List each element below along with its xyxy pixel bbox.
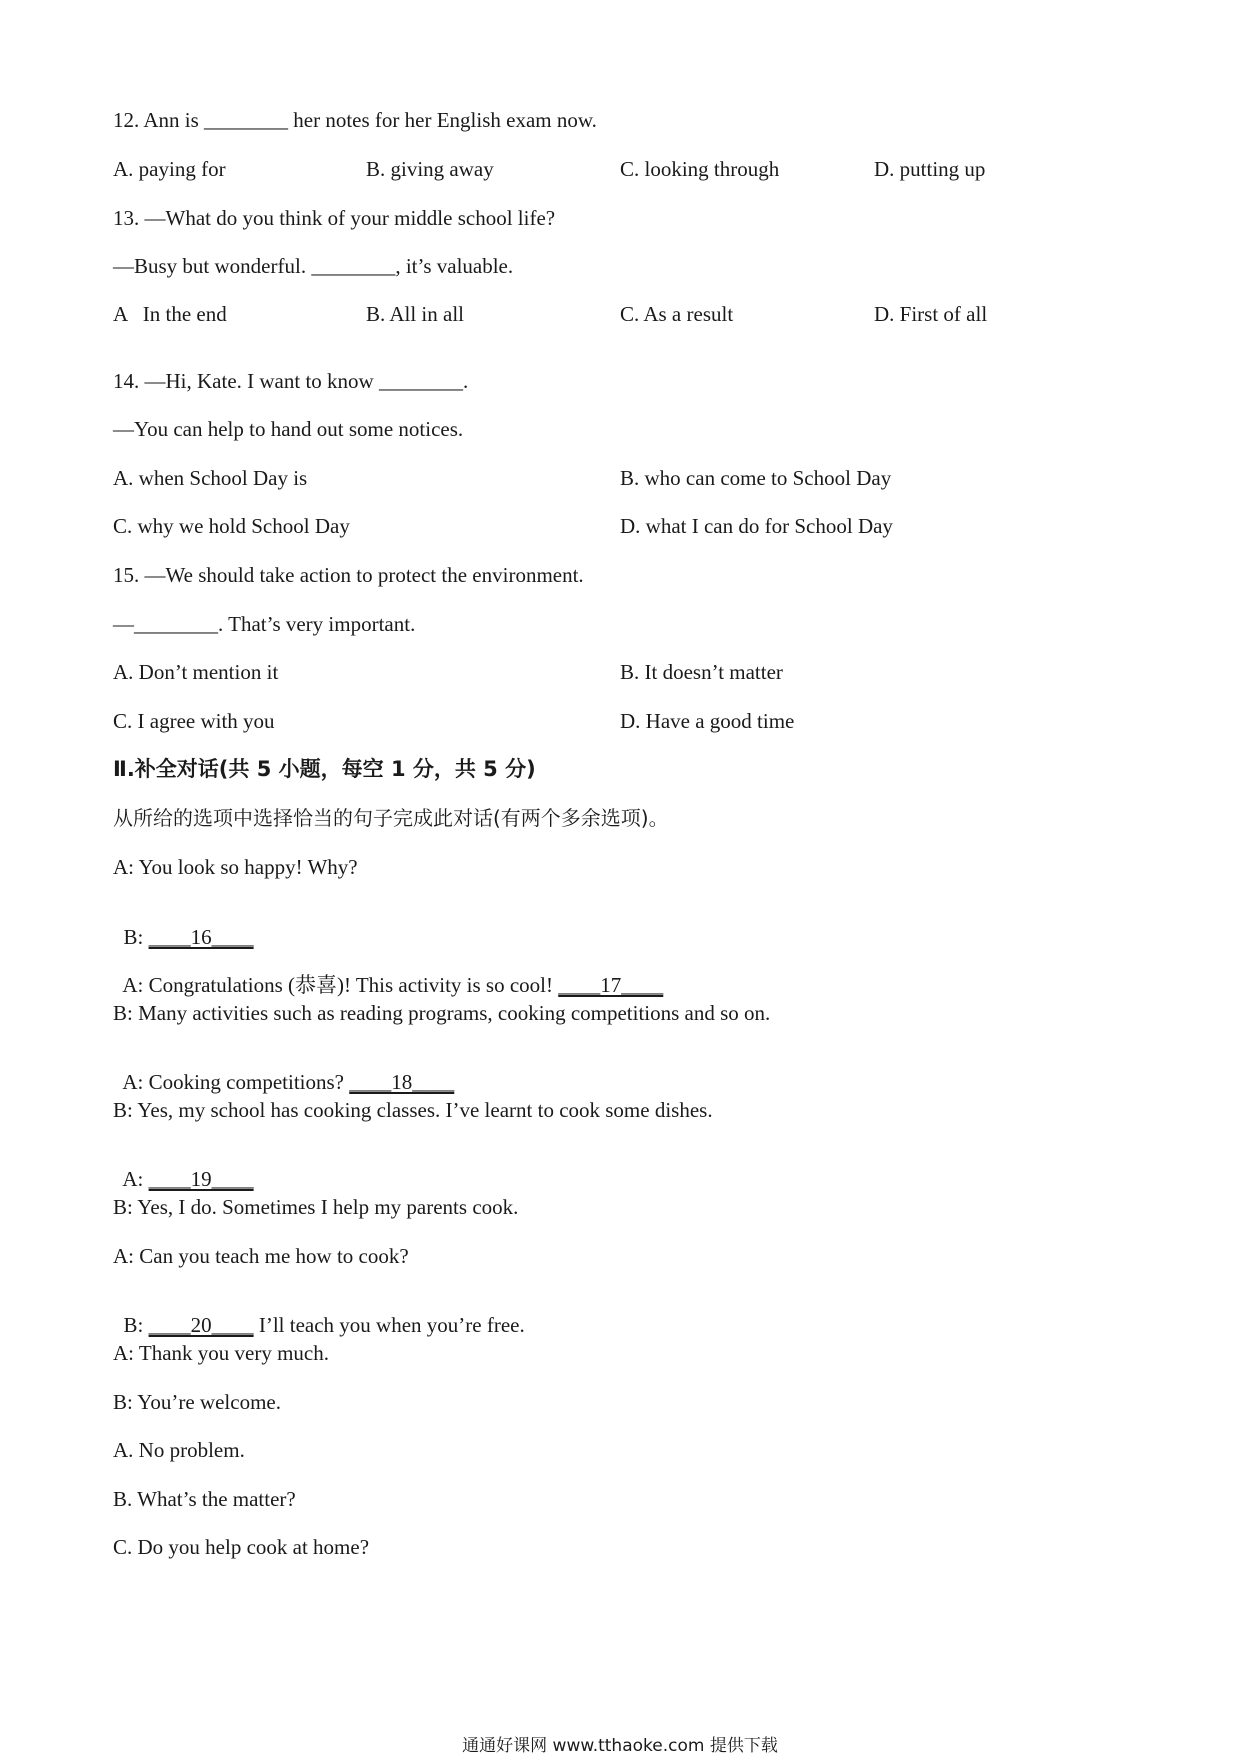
question-13-option-c: C. As a result (620, 302, 734, 326)
dialogue-line: B: You’re welcome. (113, 1390, 281, 1414)
section-heading: Ⅱ.补全对话(共 5 小题，每空 1 分，共 5 分) (113, 757, 536, 781)
dialogue-line: A: You look so happy! Why? (113, 855, 358, 879)
dialogue-line: A: Can you teach me how to cook? (113, 1244, 409, 1268)
dialogue-speaker: B: (123, 925, 149, 949)
dialogue-text: A: Congratulations (恭喜)! This activity is so cool! (122, 973, 559, 997)
dialogue-line (113, 1148, 254, 1190)
page-footer: 通通好课网 www.tthaoke.com 提供下载 (462, 1736, 778, 1756)
dialogue-line (113, 906, 254, 948)
dialogue-text: A: Cooking competitions? (122, 1070, 350, 1094)
choice-a: A. No problem. (113, 1438, 245, 1462)
question-14-option-a: A. when School Day is (113, 466, 308, 490)
choice-c: C. Do you help cook at home? (113, 1535, 370, 1559)
blank-17: ____17____ (558, 973, 664, 997)
question-14-option-c: C. why we hold School Day (113, 514, 350, 538)
dialogue-text: I’ll teach you when you’re free. (253, 1313, 525, 1337)
question-15-option-c: C. I agree with you (113, 709, 275, 733)
blank-19: ____19____ (148, 1167, 254, 1191)
dialogue-line: B: Yes, I do. Sometimes I help my parents cook. (113, 1195, 519, 1219)
question-12-option-a: A. paying for (113, 157, 226, 181)
question-13-stem: 13. —What do you think of your middle school life? (113, 206, 556, 230)
question-13-option-d: D. First of all (874, 302, 988, 326)
question-15-option-d: D. Have a good time (620, 709, 795, 733)
blank-16: ____16____ (148, 925, 254, 949)
dialogue-line (113, 1051, 454, 1093)
question-15-stem: 15. —We should take action to protect the environment. (113, 563, 584, 587)
blank-20: ____20____ (148, 1313, 254, 1337)
blank-18: ____18____ (349, 1070, 455, 1094)
dialogue-line: B: Many activities such as reading programs, cooking competitions and so on. (113, 1001, 771, 1025)
question-12-option-c: C. looking through (620, 157, 780, 181)
dialogue-speaker: B: (123, 1313, 149, 1337)
question-14-line2: —You can help to hand out some notices. (113, 417, 464, 441)
question-14-option-d: D. what I can do for School Day (620, 514, 893, 538)
dialogue-line (113, 1294, 525, 1336)
dialogue-line: B: Yes, my school has cooking classes. I’ve learnt to cook some dishes. (113, 1098, 713, 1122)
dialogue-line (113, 954, 663, 996)
dialogue-speaker: A: (122, 1167, 149, 1191)
question-15-option-b: B. It doesn’t matter (620, 660, 783, 684)
question-12-stem: 12. Ann is ________ her notes for her English exam now. (113, 108, 597, 132)
question-14-option-b: B. who can come to School Day (620, 466, 892, 490)
question-13-option-a: A In the end (113, 302, 227, 326)
question-15-option-a: A. Don’t mention it (113, 660, 279, 684)
question-13-option-b: B. All in all (366, 302, 465, 326)
question-13-line2: —Busy but wonderful. ________, it’s valuable. (113, 254, 514, 278)
question-12-option-b: B. giving away (366, 157, 494, 181)
choice-b: B. What’s the matter? (113, 1487, 296, 1511)
dialogue-line: A: Thank you very much. (113, 1341, 329, 1365)
question-15-line2: —________. That’s very important. (113, 612, 416, 636)
question-12-option-d: D. putting up (874, 157, 986, 181)
section-instruction: 从所给的选项中选择恰当的句子完成此对话(有两个多余选项)。 (113, 806, 669, 830)
question-14-stem: 14. —Hi, Kate. I want to know ________. (113, 369, 469, 393)
